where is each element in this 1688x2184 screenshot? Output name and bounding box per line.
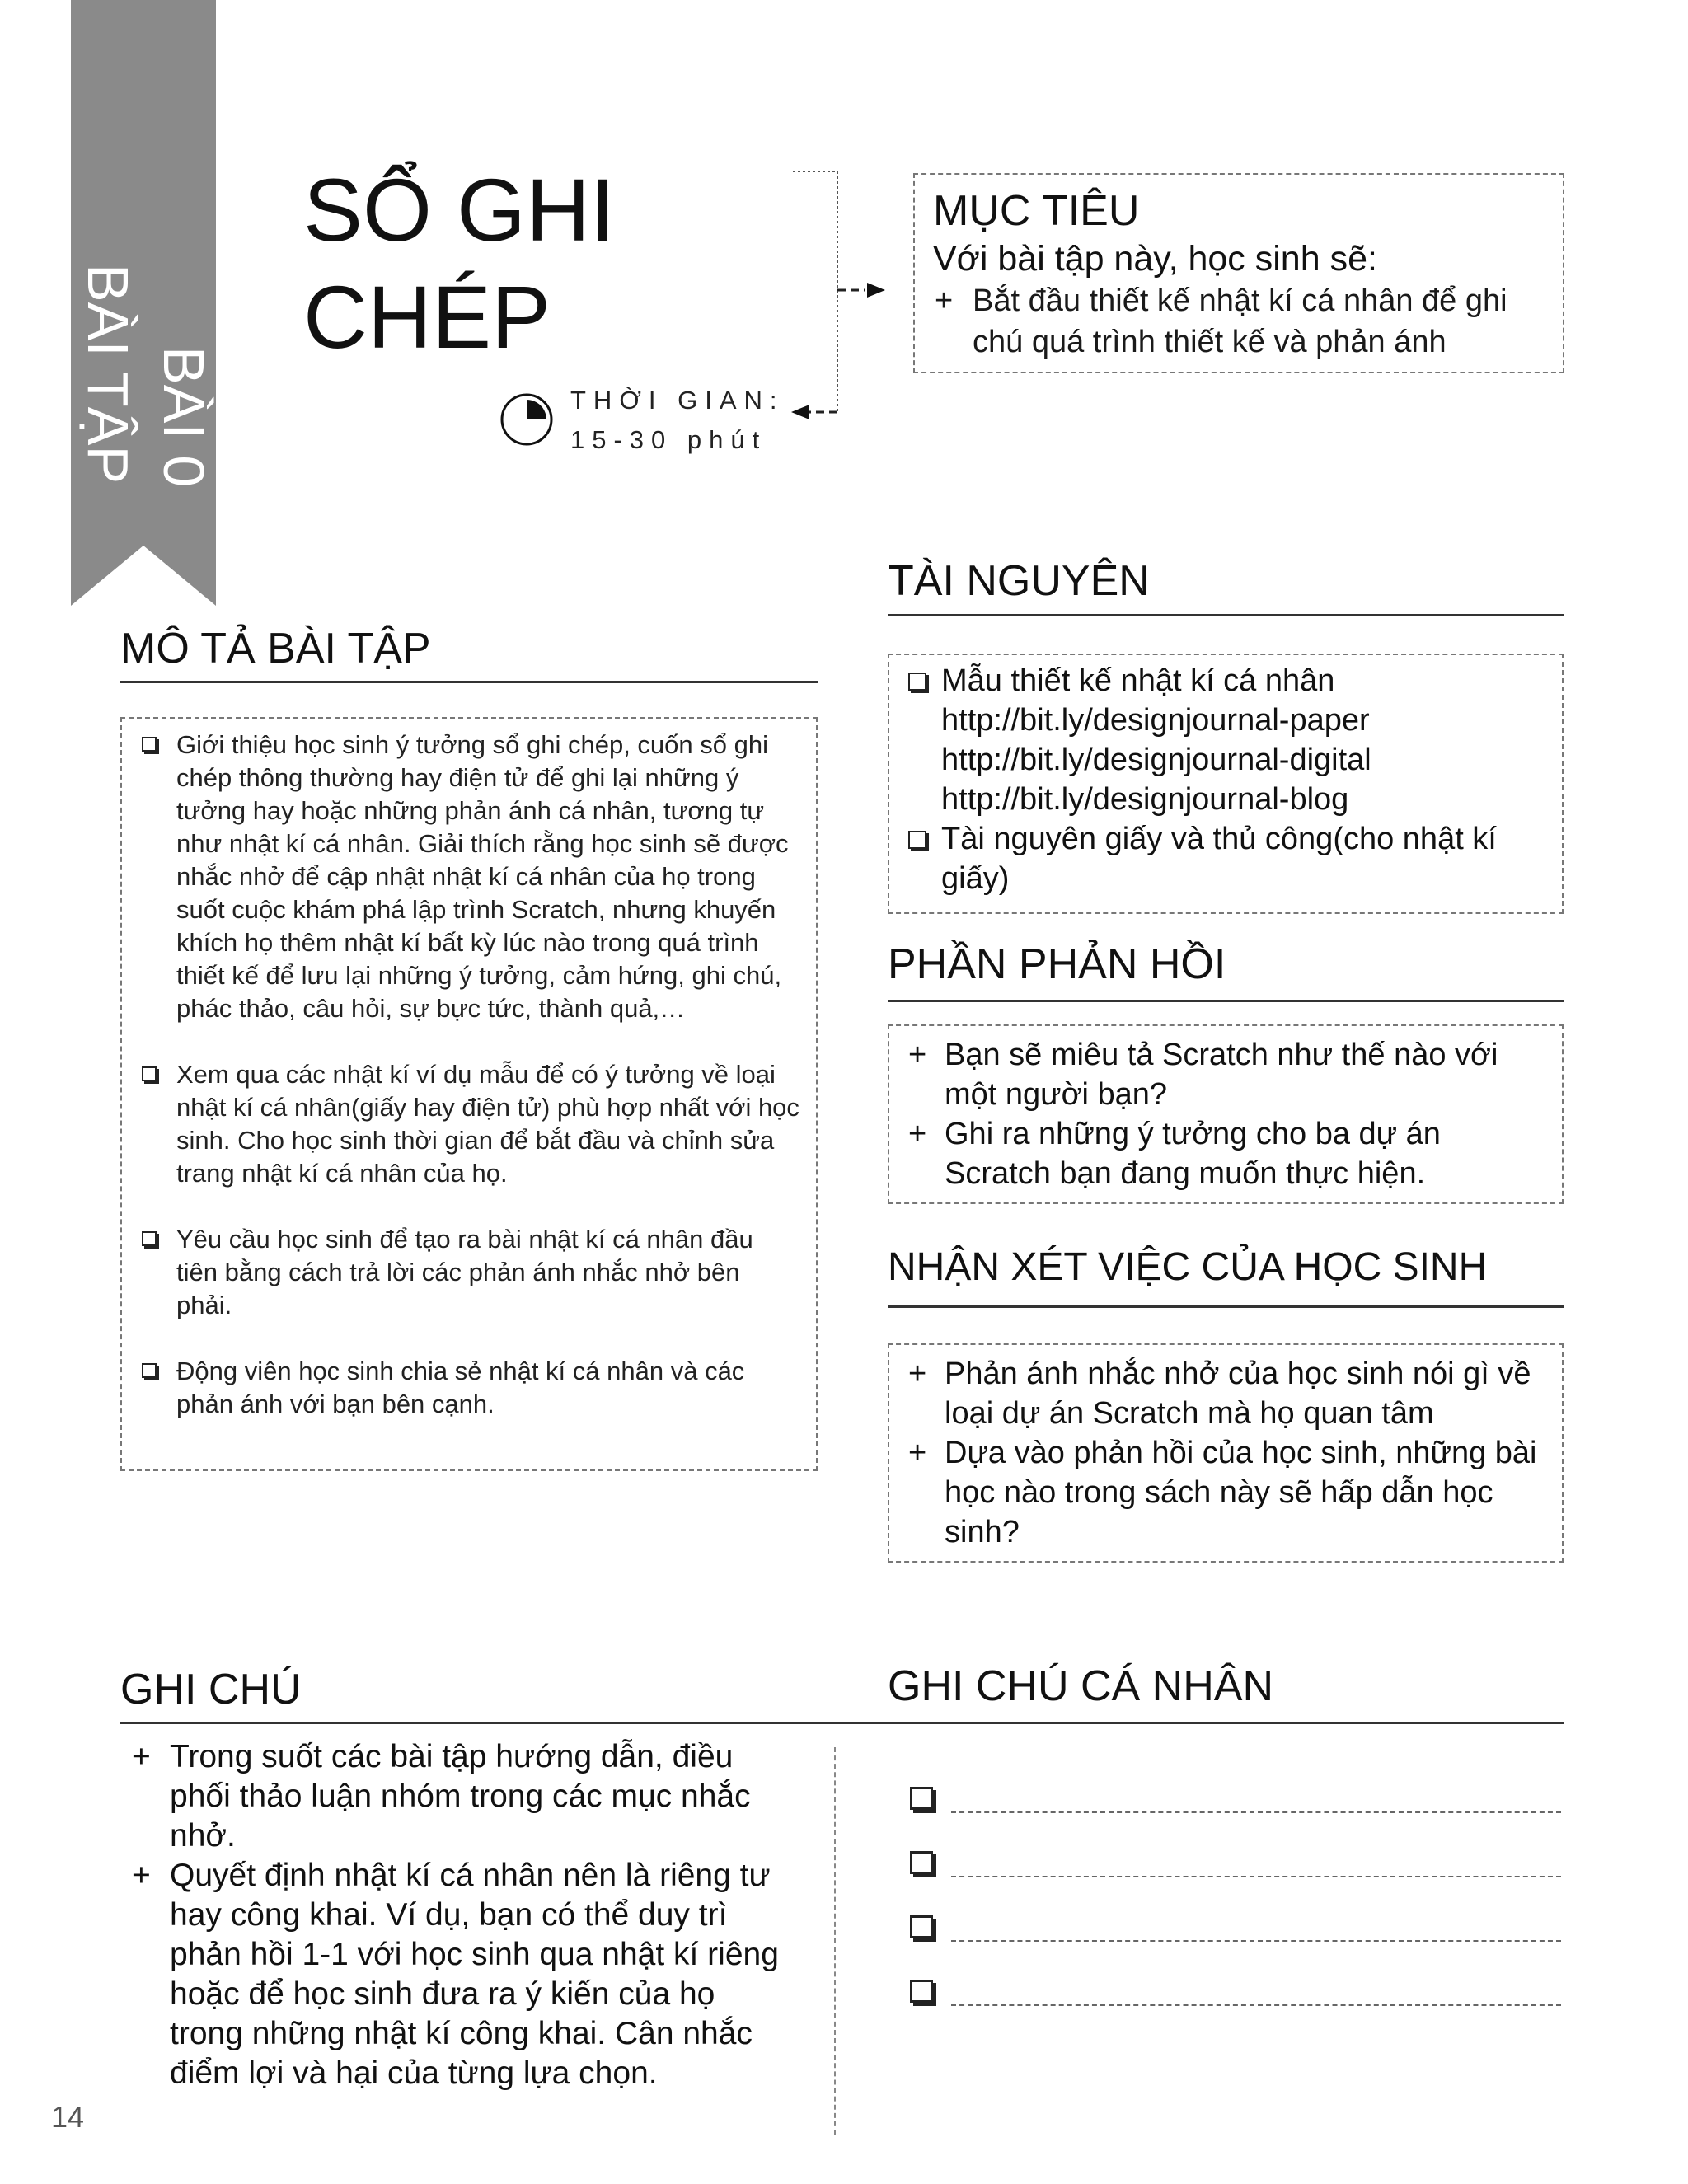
checkbox-icon	[142, 1066, 157, 1081]
checkbox-icon[interactable]	[910, 1787, 933, 1810]
goal-intro: Với bài tập này, học sinh sẽ:	[933, 239, 1377, 279]
write-line[interactable]	[951, 1940, 1561, 1942]
connector-arrows	[791, 165, 890, 429]
feedback-heading: PHẦN PHẢN HỒI	[888, 940, 1226, 988]
side-tab-line-2: BÀI TẬP	[76, 264, 140, 485]
feedback-list	[908, 1035, 1551, 1193]
resource-item-label: Mẫu thiết kế nhật kí cá nhân	[941, 663, 1335, 698]
notes-item-text: Trong suốt các bài tập hướng dẫn, điều phối thảo luận nhóm trong các mục nhắc nhở.	[170, 1739, 751, 1854]
checkbox-icon[interactable]	[910, 1851, 933, 1874]
notes-item-text: Quyết định nhật kí cá nhân nên là riêng tư hay công khai. Ví dụ, bạn có thể duy trì phản hồi 1-1 với học sinh qua nhật kí riêng hoặc để học sinh đưa ra ý kiến của họ trong những nhật kí công khai. Cân nhắc điểm lợi và hại của từng lựa chọn.	[170, 1858, 779, 2091]
notes-item	[132, 1856, 791, 2093]
feedback-rule	[888, 1000, 1564, 1002]
feedback-item	[908, 1035, 1551, 1114]
checkbox-icon	[142, 1363, 157, 1378]
personal-note-row[interactable]	[910, 1976, 1561, 2009]
personal-note-row[interactable]	[910, 1783, 1561, 1816]
description-item-text: Xem qua các nhật kí ví dụ mẫu để có ý tưởng về loại nhật kí cá nhân(giấy hay điện tử) phù hợp nhất với học sinh. Cho học sinh thời gian để bắt đầu và chỉnh sửa trang nhật kí cá nhân của họ.	[176, 1060, 799, 1188]
goal-item	[935, 280, 1561, 363]
page-title-line-1: SỔ GHI	[303, 160, 616, 260]
description-item-text: Động viên học sinh chia sẻ nhật kí cá nhân và các phản ánh với bạn bên cạnh.	[176, 1357, 745, 1418]
goal-item-text: Bắt đầu thiết kế nhật kí cá nhân để ghi chú quá trình thiết kế và phản ánh	[973, 284, 1507, 359]
feedback-item-text: Ghi ra những ý tưởng cho ba dự án Scratch bạn đang muốn thực hiện.	[945, 1117, 1441, 1191]
side-tab-line-1: BÀI 0	[152, 346, 216, 488]
resource-link[interactable]: http://bit.ly/designjournal-blog	[941, 782, 1349, 817]
notes-item	[132, 1737, 791, 1856]
review-list	[908, 1354, 1551, 1552]
time-value: 15-30 phút	[570, 425, 767, 454]
description-item	[142, 729, 801, 1025]
plus-bullet-icon: +	[908, 1117, 927, 1151]
page-title	[303, 157, 732, 371]
feedback-item-text: Bạn sẽ miêu tả Scratch như thế nào với một người bạn?	[945, 1038, 1498, 1112]
plus-bullet-icon: +	[935, 284, 954, 318]
description-rule	[120, 681, 818, 683]
personal-note-row[interactable]	[910, 1912, 1561, 1945]
resource-item	[908, 661, 1551, 819]
checkbox-icon	[142, 737, 157, 752]
clock-icon	[499, 392, 554, 447]
description-list	[142, 729, 801, 1421]
notes-rule	[120, 1722, 1564, 1724]
plus-bullet-icon: +	[132, 1739, 151, 1774]
review-item-text: Phản ánh nhắc nhở của học sinh nói gì về loại dự án Scratch mà họ quan tâm	[945, 1357, 1531, 1431]
time-label: THỜI GIAN:	[570, 386, 785, 415]
resources-heading: TÀI NGUYÊN	[888, 557, 1150, 605]
description-item	[142, 1223, 801, 1322]
description-item	[142, 1058, 801, 1190]
page-title-line-2: CHÉP	[303, 267, 551, 367]
personal-note-row[interactable]	[910, 1848, 1561, 1881]
goal-list	[935, 280, 1561, 363]
description-item-text: Yêu cầu học sinh để tạo ra bài nhật kí cá nhân đầu tiên bằng cách trả lời các phản ánh nhắc nhở bên phải.	[176, 1225, 753, 1319]
plus-bullet-icon: +	[908, 1038, 927, 1072]
checkbox-icon	[908, 673, 926, 691]
resource-item-label: Tài nguyên giấy và thủ công(cho nhật kí giấy)	[941, 822, 1497, 896]
resource-link[interactable]: http://bit.ly/designjournal-paper	[941, 703, 1370, 738]
checkbox-icon[interactable]	[910, 1915, 933, 1938]
plus-bullet-icon: +	[132, 1858, 151, 1893]
description-item	[142, 1355, 801, 1421]
resources-list	[908, 661, 1551, 898]
notes-list	[132, 1737, 791, 2093]
write-line[interactable]	[951, 2004, 1561, 2006]
description-item-text: Giới thiệu học sinh ý tưởng sổ ghi chép, cuốn sổ ghi chép thông thường hay điện tử để ghi lại những ý tưởng hay hoặc những phản ánh cá nhân, tương tự như nhật kí cá nhân. Giải thích rằng học sinh sẽ được nhắc nhở để cập nhật nhật kí cá nhân của họ trong suốt cuộc khám phá lập trình Scratch, nhưng khuyến khích họ thêm nhật kí bất kỳ lúc nào trong quá trình thiết kế để lưu lại những ý tưởng, cảm hứng, ghi chú, phác thảo, câu hỏi, sự bực tức, thành quả,…	[176, 730, 789, 1023]
review-heading: NHẬN XÉT VIỆC CỦA HỌC SINH	[888, 1245, 1488, 1289]
goal-title: MỤC TIÊU	[933, 187, 1140, 235]
write-line[interactable]	[951, 1811, 1561, 1813]
resource-item	[908, 819, 1551, 898]
resources-rule	[888, 614, 1564, 616]
plus-bullet-icon: +	[908, 1436, 927, 1470]
notes-heading: GHI CHÚ	[120, 1666, 302, 1713]
checkbox-icon	[908, 831, 926, 849]
review-item	[908, 1433, 1551, 1552]
review-rule	[888, 1305, 1564, 1308]
page-number: 14	[51, 2100, 85, 2134]
checkbox-icon[interactable]	[910, 1980, 933, 2003]
checkbox-icon	[142, 1231, 157, 1246]
personal-notes-heading: GHI CHÚ CÁ NHÂN	[888, 1662, 1274, 1710]
feedback-item	[908, 1114, 1551, 1193]
write-line[interactable]	[951, 1876, 1561, 1877]
description-heading: MÔ TẢ BÀI TẬP	[120, 625, 431, 673]
review-item-text: Dựa vào phản hồi của học sinh, những bài học nào trong sách này sẽ hấp dẫn học sinh?	[945, 1436, 1537, 1549]
plus-bullet-icon: +	[908, 1357, 927, 1391]
column-divider	[834, 1747, 836, 2135]
review-item	[908, 1354, 1551, 1433]
resource-link[interactable]: http://bit.ly/designjournal-digital	[941, 743, 1372, 777]
